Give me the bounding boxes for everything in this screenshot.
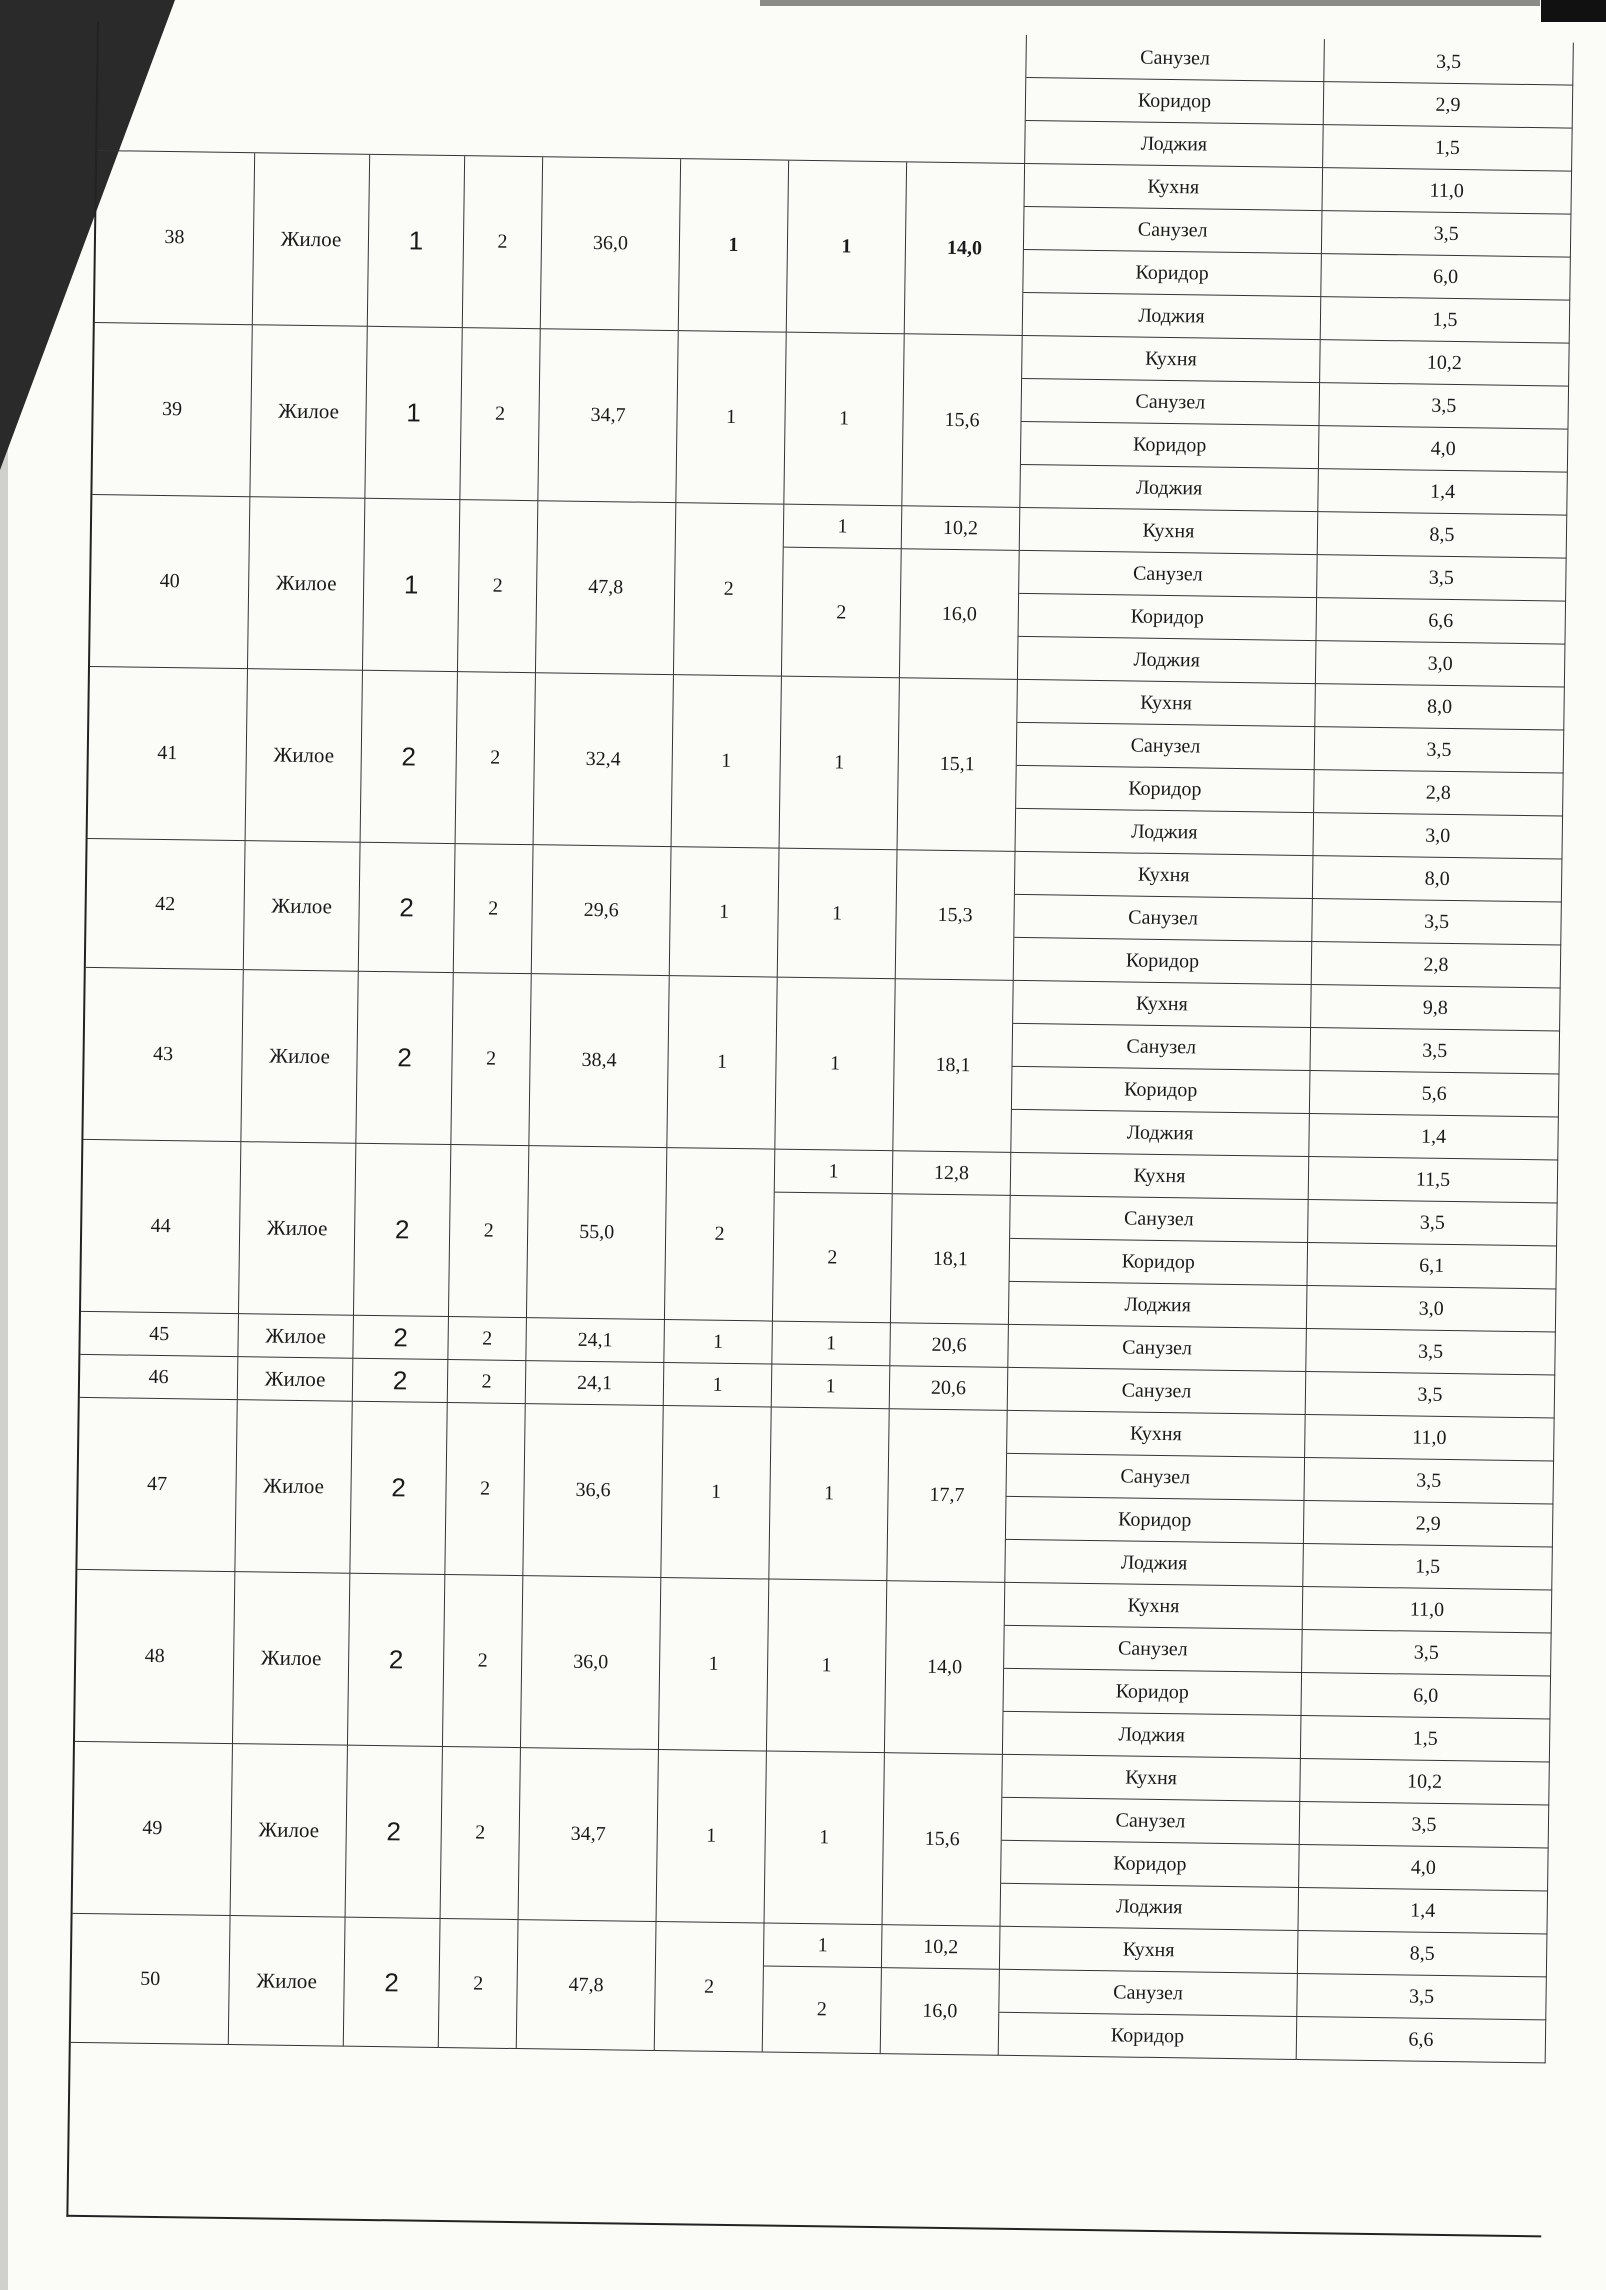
apartment-number-cell: 48 bbox=[75, 1570, 235, 1744]
apartment-number-cell: 46 bbox=[80, 1355, 239, 1400]
living-room-index-cell: 1 bbox=[787, 161, 907, 335]
room-area-cell: 6,6 bbox=[1316, 598, 1566, 644]
room-area-cell: 1,5 bbox=[1323, 125, 1573, 171]
room-name-cell: Санузел bbox=[1013, 1024, 1312, 1071]
room-name-cell: Коридор bbox=[1021, 422, 1320, 469]
total-area-cell: 24,1 bbox=[526, 1361, 665, 1406]
room-area-cell: 2,9 bbox=[1304, 1501, 1554, 1547]
floor-cell: 2 bbox=[463, 156, 543, 329]
living-count-cell: 1 bbox=[659, 1578, 769, 1751]
total-area-cell: 55,0 bbox=[527, 1146, 667, 1320]
floor-cell: 2 bbox=[448, 1317, 527, 1361]
room-area-cell: 8,5 bbox=[1318, 512, 1568, 558]
table-continuation-cell bbox=[97, 22, 1027, 164]
room-name-cell: Кухня bbox=[1011, 1153, 1310, 1200]
apartment-table bbox=[66, 22, 1572, 2237]
apartment-number-cell: 41 bbox=[88, 667, 248, 841]
room-name-cell: Санузел bbox=[1006, 1454, 1305, 1501]
living-count-cell: 1 bbox=[670, 847, 780, 977]
room-name-cell: Кухня bbox=[1002, 1755, 1301, 1802]
apartment-type-cell: Жилое bbox=[231, 1744, 348, 1918]
room-name-cell: Кухня bbox=[1013, 981, 1312, 1028]
floor-cell: 2 bbox=[441, 1747, 521, 1920]
floor-cell: 2 bbox=[454, 844, 534, 974]
living-count-cell: 1 bbox=[661, 1406, 771, 1579]
total-area-cell: 36,0 bbox=[521, 1576, 661, 1750]
apartment-type-cell: Жилое bbox=[238, 1314, 354, 1359]
room-area-cell: 3,5 bbox=[1312, 899, 1562, 945]
room-name-cell: Санузел bbox=[999, 1970, 1298, 2017]
room-area-cell: 8,5 bbox=[1298, 1931, 1548, 1977]
room-area-cell: 5,6 bbox=[1310, 1071, 1560, 1117]
living-room-area-cell: 16,0 bbox=[900, 549, 1020, 680]
room-name-cell: Коридор bbox=[1019, 594, 1318, 641]
room-area-cell: 1,4 bbox=[1298, 1888, 1548, 1934]
room-area-cell: 1,4 bbox=[1309, 1114, 1559, 1160]
room-name-cell: Санузел bbox=[1026, 35, 1325, 82]
total-area-cell: 34,7 bbox=[538, 329, 678, 503]
living-count-cell: 1 bbox=[676, 331, 786, 504]
apartment-type-cell: Жилое bbox=[229, 1916, 346, 2047]
room-area-cell: 11,0 bbox=[1305, 1415, 1555, 1461]
room-name-cell: Лоджия bbox=[1016, 809, 1315, 856]
room-area-cell: 6,1 bbox=[1307, 1243, 1557, 1289]
living-room-index-cell: 1 bbox=[769, 1408, 889, 1582]
apartment-type-cell: Жилое bbox=[238, 1357, 354, 1402]
living-room-area-cell: 15,6 bbox=[902, 334, 1022, 508]
living-room-area-cell: 10,2 bbox=[882, 1925, 1001, 1970]
living-room-area-cell: 15,6 bbox=[883, 1753, 1003, 1927]
room-count-cell: 1 bbox=[363, 499, 460, 672]
room-area-cell: 6,6 bbox=[1297, 2017, 1547, 2063]
apartment-type-cell: Жилое bbox=[235, 1400, 352, 1574]
total-area-cell: 47,8 bbox=[536, 501, 676, 675]
room-name-cell: Лоджия bbox=[1003, 1712, 1302, 1759]
room-area-cell: 3,5 bbox=[1304, 1458, 1554, 1504]
living-room-index-cell: 1 bbox=[784, 333, 904, 507]
apartment-type-cell: Жилое bbox=[246, 669, 363, 843]
living-room-area-cell: 18,1 bbox=[891, 1194, 1011, 1325]
room-area-cell: 11,5 bbox=[1309, 1157, 1559, 1203]
room-count-cell: 2 bbox=[354, 1144, 451, 1317]
floor-cell: 2 bbox=[458, 500, 538, 673]
living-room-area-cell: 18,1 bbox=[893, 979, 1013, 1153]
apartment-type-cell: Жилое bbox=[253, 153, 370, 327]
living-room-area-cell: 15,1 bbox=[898, 678, 1018, 852]
apartment-number-cell: 40 bbox=[90, 495, 250, 669]
apartment-number-cell: 38 bbox=[95, 151, 255, 325]
room-count-cell: 1 bbox=[368, 155, 465, 328]
room-area-cell: 3,5 bbox=[1300, 1802, 1550, 1848]
living-count-cell: 1 bbox=[657, 1750, 767, 1923]
living-count-cell: 2 bbox=[665, 1148, 775, 1321]
room-area-cell: 3,0 bbox=[1316, 641, 1566, 687]
total-area-cell: 47,8 bbox=[517, 1920, 657, 2051]
room-area-cell: 2,8 bbox=[1312, 942, 1562, 988]
living-room-area-cell: 15,3 bbox=[896, 850, 1016, 981]
room-name-cell: Кухня bbox=[1017, 680, 1316, 727]
room-name-cell: Санузел bbox=[1004, 1626, 1303, 1673]
room-name-cell: Коридор bbox=[1003, 1669, 1302, 1716]
living-room-index-cell: 2 bbox=[782, 548, 902, 679]
apartment-number-cell: 50 bbox=[71, 1914, 231, 2045]
apartment-type-cell: Жилое bbox=[244, 841, 361, 972]
room-name-cell: Коридор bbox=[1026, 78, 1325, 125]
room-name-cell: Лоджия bbox=[1023, 293, 1322, 340]
room-name-cell: Кухня bbox=[1025, 164, 1324, 211]
room-area-cell: 3,0 bbox=[1307, 1286, 1557, 1332]
total-area-cell: 38,4 bbox=[529, 974, 669, 1148]
floor-cell: 2 bbox=[439, 1919, 519, 2049]
apartment-type-cell: Жилое bbox=[239, 1142, 356, 1316]
total-area-cell: 24,1 bbox=[526, 1318, 665, 1363]
living-room-index-cell: 1 bbox=[775, 978, 895, 1152]
room-area-cell: 1,5 bbox=[1321, 297, 1571, 343]
living-room-area-cell: 14,0 bbox=[885, 1581, 1005, 1755]
room-count-cell: 2 bbox=[344, 1918, 441, 2048]
room-count-cell: 2 bbox=[350, 1402, 447, 1575]
living-room-area-cell: 20,6 bbox=[890, 1366, 1009, 1411]
living-room-area-cell: 14,0 bbox=[905, 162, 1025, 336]
scan-top-band bbox=[760, 0, 1540, 6]
room-name-cell: Санузел bbox=[1014, 895, 1313, 942]
scan-top-right-mark bbox=[1541, 0, 1606, 22]
room-name-cell: Кухня bbox=[1007, 1411, 1306, 1458]
apartment-type-cell: Жилое bbox=[233, 1572, 350, 1746]
room-name-cell: Лоджия bbox=[1011, 1110, 1310, 1157]
floor-cell: 2 bbox=[460, 328, 540, 501]
room-count-cell: 2 bbox=[348, 1574, 445, 1747]
room-area-cell: 1,4 bbox=[1318, 469, 1568, 515]
room-name-cell: Кухня bbox=[1022, 336, 1321, 383]
living-room-index-cell: 1 bbox=[775, 1150, 894, 1195]
living-room-area-cell: 20,6 bbox=[890, 1323, 1009, 1368]
apartment-type-cell: Жилое bbox=[248, 497, 365, 671]
room-name-cell: Санузел bbox=[1022, 379, 1321, 426]
living-room-index-cell: 2 bbox=[763, 1967, 882, 2055]
total-area-cell: 36,0 bbox=[541, 157, 681, 331]
room-area-cell: 3,5 bbox=[1306, 1329, 1556, 1375]
total-area-cell: 36,6 bbox=[523, 1404, 663, 1578]
room-count-cell: 2 bbox=[359, 843, 456, 973]
room-name-cell: Кухня bbox=[1020, 508, 1319, 555]
room-area-cell: 10,2 bbox=[1300, 1759, 1550, 1805]
room-name-cell: Лоджия bbox=[1025, 121, 1324, 168]
room-area-cell: 10,2 bbox=[1320, 340, 1570, 386]
room-name-cell: Коридор bbox=[1014, 938, 1313, 985]
living-count-cell: 1 bbox=[664, 1320, 773, 1365]
apartment-number-cell: 42 bbox=[86, 839, 246, 970]
living-room-index-cell: 1 bbox=[767, 1580, 887, 1754]
room-area-cell: 9,8 bbox=[1311, 985, 1561, 1031]
living-room-index-cell: 2 bbox=[773, 1193, 893, 1324]
room-area-cell: 3,5 bbox=[1306, 1372, 1556, 1418]
room-name-cell: Коридор bbox=[1001, 1841, 1300, 1888]
room-name-cell: Коридор bbox=[1012, 1067, 1311, 1114]
room-name-cell: Санузел bbox=[1010, 1196, 1309, 1243]
room-name-cell: Коридор bbox=[1009, 1239, 1308, 1286]
floor-cell: 2 bbox=[445, 1403, 525, 1576]
apartment-number-cell: 49 bbox=[73, 1742, 233, 1916]
living-count-cell: 1 bbox=[664, 1363, 773, 1408]
room-area-cell: 1,5 bbox=[1303, 1544, 1553, 1590]
room-area-cell: 8,0 bbox=[1315, 684, 1565, 730]
living-room-index-cell: 1 bbox=[780, 677, 900, 851]
apartment-number-cell: 44 bbox=[81, 1140, 241, 1314]
room-name-cell: Лоджия bbox=[1009, 1282, 1308, 1329]
room-count-cell: 2 bbox=[353, 1359, 449, 1403]
living-room-area-cell: 10,2 bbox=[902, 506, 1021, 551]
room-name-cell: Коридор bbox=[999, 2013, 1298, 2060]
room-name-cell: Санузел bbox=[1019, 551, 1318, 598]
room-area-cell: 3,5 bbox=[1324, 39, 1574, 85]
room-area-cell: 3,5 bbox=[1322, 211, 1572, 257]
room-count-cell: 2 bbox=[356, 972, 453, 1145]
room-name-cell: Лоджия bbox=[1000, 1884, 1299, 1931]
room-name-cell: Коридор bbox=[1016, 766, 1315, 813]
room-area-cell: 11,0 bbox=[1322, 168, 1572, 214]
room-area-cell: 11,0 bbox=[1303, 1587, 1553, 1633]
room-area-cell: 6,0 bbox=[1321, 254, 1571, 300]
living-count-cell: 1 bbox=[672, 675, 782, 848]
room-area-cell: 3,5 bbox=[1308, 1200, 1558, 1246]
room-name-cell: Санузел bbox=[1002, 1798, 1301, 1845]
living-room-area-cell: 16,0 bbox=[881, 1968, 1000, 2056]
room-area-cell: 4,0 bbox=[1299, 1845, 1549, 1891]
room-name-cell: Коридор bbox=[1023, 250, 1322, 297]
room-area-cell: 4,0 bbox=[1319, 426, 1569, 472]
floor-cell: 2 bbox=[448, 1360, 527, 1404]
living-room-index-cell: 1 bbox=[765, 1752, 885, 1926]
living-count-cell: 1 bbox=[679, 159, 789, 332]
apartment-number-cell: 43 bbox=[83, 968, 243, 1142]
floor-cell: 2 bbox=[449, 1145, 529, 1318]
room-count-cell: 2 bbox=[346, 1746, 443, 1919]
apartment-type-cell: Жилое bbox=[250, 325, 367, 499]
room-area-cell: 6,0 bbox=[1301, 1673, 1551, 1719]
room-name-cell: Кухня bbox=[1005, 1583, 1304, 1630]
total-area-cell: 32,4 bbox=[534, 673, 674, 847]
room-name-cell: Лоджия bbox=[1020, 465, 1319, 512]
living-room-area-cell: 17,7 bbox=[887, 1409, 1007, 1583]
room-name-cell: Лоджия bbox=[1018, 637, 1317, 684]
room-area-cell: 8,0 bbox=[1313, 856, 1563, 902]
room-count-cell: 2 bbox=[361, 671, 458, 844]
living-count-cell: 2 bbox=[674, 503, 784, 676]
room-name-cell: Коридор bbox=[1006, 1497, 1305, 1544]
room-area-cell: 3,5 bbox=[1319, 383, 1569, 429]
living-room-index-cell: 1 bbox=[778, 849, 898, 980]
room-area-cell: 2,9 bbox=[1324, 82, 1574, 128]
room-area-cell: 2,8 bbox=[1314, 770, 1564, 816]
room-name-cell: Санузел bbox=[1017, 723, 1316, 770]
living-room-index-cell: 1 bbox=[772, 1322, 891, 1367]
room-area-cell: 3,5 bbox=[1302, 1630, 1552, 1676]
total-area-cell: 29,6 bbox=[532, 845, 672, 976]
living-count-cell: 2 bbox=[655, 1922, 765, 2052]
apartment-number-cell: 47 bbox=[77, 1398, 237, 1572]
room-count-cell: 1 bbox=[365, 327, 462, 500]
living-room-area-cell: 12,8 bbox=[893, 1151, 1012, 1196]
room-area-cell: 3,5 bbox=[1310, 1028, 1560, 1074]
room-area-cell: 3,5 bbox=[1315, 727, 1565, 773]
living-room-index-cell: 1 bbox=[784, 505, 903, 550]
floor-cell: 2 bbox=[456, 672, 536, 845]
room-name-cell: Лоджия bbox=[1005, 1540, 1304, 1587]
room-name-cell: Санузел bbox=[1008, 1325, 1307, 1372]
room-area-cell: 3,0 bbox=[1313, 813, 1563, 859]
apartment-number-cell: 39 bbox=[92, 323, 252, 497]
living-room-index-cell: 1 bbox=[764, 1924, 883, 1969]
room-name-cell: Кухня bbox=[1000, 1927, 1299, 1974]
room-name-cell: Санузел bbox=[1024, 207, 1323, 254]
apartment-type-cell: Жилое bbox=[241, 970, 358, 1144]
room-count-cell: 2 bbox=[353, 1316, 449, 1360]
room-name-cell: Санузел bbox=[1008, 1368, 1307, 1415]
room-area-cell: 1,5 bbox=[1301, 1716, 1551, 1762]
floor-cell: 2 bbox=[443, 1575, 523, 1748]
room-area-cell: 3,5 bbox=[1317, 555, 1567, 601]
room-name-cell: Кухня bbox=[1015, 852, 1314, 899]
floor-cell: 2 bbox=[451, 973, 531, 1146]
apartment-number-cell: 45 bbox=[80, 1312, 239, 1357]
total-area-cell: 34,7 bbox=[519, 1748, 659, 1922]
living-count-cell: 1 bbox=[667, 976, 777, 1149]
room-area-cell: 3,5 bbox=[1297, 1974, 1547, 2020]
living-room-index-cell: 1 bbox=[772, 1365, 891, 1410]
